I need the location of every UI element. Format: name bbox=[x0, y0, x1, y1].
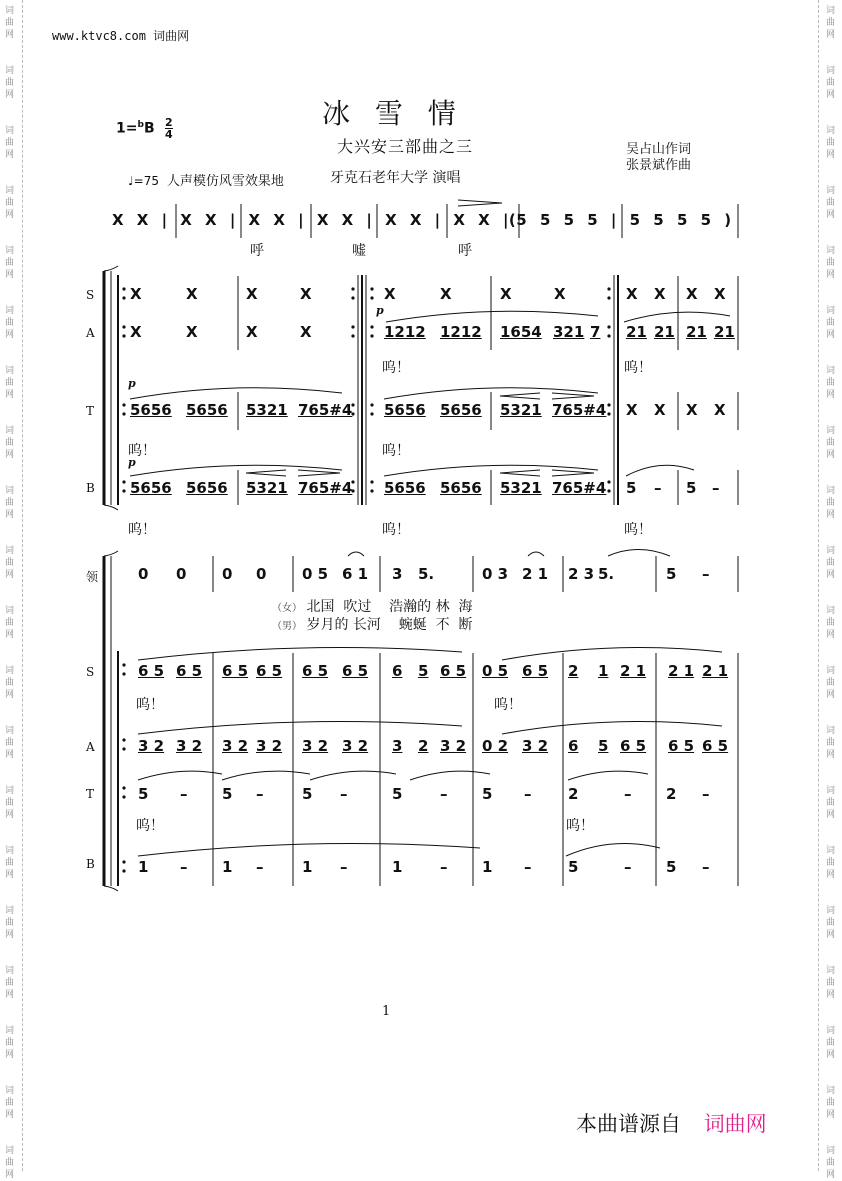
dynamic-p-alto: p bbox=[376, 304, 384, 317]
s2A-note: 3 2 bbox=[440, 737, 467, 755]
margin-watermark-char: 词 bbox=[5, 1146, 15, 1156]
s1A-note: 21 bbox=[654, 323, 675, 341]
lyric-wu-a1: 呜！ bbox=[382, 360, 410, 376]
margin-watermark-char: 网 bbox=[5, 1110, 15, 1120]
s2S-note: 6 5 bbox=[176, 662, 203, 680]
s1B-note: 765#4 bbox=[298, 479, 353, 497]
margin-watermark-char: 词 bbox=[826, 66, 836, 76]
margin-watermark-char: 词 bbox=[5, 486, 15, 496]
margin-watermark-char: 曲 bbox=[826, 318, 836, 328]
margin-watermark-char: 网 bbox=[5, 390, 15, 400]
s2B-note: 1 bbox=[302, 858, 313, 876]
margin-watermark-char: 网 bbox=[826, 390, 836, 400]
intro-lyric-3: 呼 bbox=[458, 243, 472, 259]
s1T-note: 5656 bbox=[440, 401, 482, 419]
margin-watermark-char: 网 bbox=[826, 330, 836, 340]
intro-lyric-1: 呼 bbox=[250, 243, 264, 259]
s1S-note: X bbox=[384, 285, 396, 303]
s2A-note: 6 5 bbox=[620, 737, 647, 755]
s2T-note: 5 bbox=[392, 785, 403, 803]
lyric-wu-t2b: 呜！ bbox=[566, 818, 594, 834]
s1S-note: X bbox=[554, 285, 566, 303]
song-subtitle: 大兴安三部曲之三 bbox=[337, 137, 474, 156]
s2T-note: 5 bbox=[302, 785, 313, 803]
margin-watermark-char: 曲 bbox=[826, 378, 836, 388]
margin-watermark-char: 曲 bbox=[5, 618, 15, 628]
margin-watermark-char: 网 bbox=[826, 990, 836, 1000]
part-label-a1: A bbox=[86, 326, 95, 340]
s1S-note: X bbox=[186, 285, 198, 303]
s2T-note: 5 bbox=[222, 785, 233, 803]
s1T-note: 5321 bbox=[246, 401, 288, 419]
margin-watermark-char: 词 bbox=[5, 726, 15, 736]
s2L-note: 3 bbox=[392, 565, 403, 583]
margin-watermark-char: 词 bbox=[5, 126, 15, 136]
part-label-b2: B bbox=[86, 857, 95, 871]
s2A-note: 6 5 bbox=[668, 737, 695, 755]
margin-watermark-char: 曲 bbox=[826, 1038, 836, 1048]
margin-watermark-char: 网 bbox=[5, 990, 15, 1000]
s2A-note: 3 2 bbox=[302, 737, 329, 755]
margin-watermark-char: 词 bbox=[5, 66, 15, 76]
tempo-marking: ♩=75 人声模仿风雪效果地 bbox=[128, 174, 284, 189]
margin-watermark-char: 曲 bbox=[5, 558, 15, 568]
margin-watermark-char: 网 bbox=[5, 210, 15, 220]
margin-watermark-char: 网 bbox=[5, 810, 15, 820]
margin-watermark-char: 曲 bbox=[5, 198, 15, 208]
margin-watermark-char: 网 bbox=[826, 1110, 836, 1120]
s2B-note: – bbox=[180, 858, 188, 876]
margin-watermark-char: 词 bbox=[5, 1086, 15, 1096]
margin-watermark-char: 词 bbox=[5, 426, 15, 436]
margin-watermark-char: 曲 bbox=[826, 138, 836, 148]
s1T-note: 765#4 bbox=[552, 401, 607, 419]
s1B-note: 5321 bbox=[500, 479, 542, 497]
s2L-note: 0 3 bbox=[482, 565, 509, 583]
lead-lyrics-male: （男） 岁月的 长河 蜿蜒 不 断 bbox=[272, 617, 473, 633]
s1B-note: – bbox=[712, 479, 720, 497]
margin-watermark-char: 网 bbox=[5, 510, 15, 520]
margin-watermark-char: 网 bbox=[5, 450, 15, 460]
margin-watermark-char: 曲 bbox=[826, 258, 836, 268]
part-label-s1: S bbox=[86, 288, 95, 302]
s1S-note: X bbox=[714, 285, 726, 303]
s1A-note: X bbox=[300, 323, 312, 341]
lyric-wu-t2: 呜！ bbox=[382, 443, 410, 459]
margin-watermark-char: 词 bbox=[5, 906, 15, 916]
s1B-note: 5656 bbox=[440, 479, 482, 497]
footer-prefix: 本曲谱源自 bbox=[576, 1112, 681, 1136]
s2S-note: 1 bbox=[598, 662, 609, 680]
margin-watermark-char: 曲 bbox=[5, 18, 15, 28]
margin-watermark-char: 词 bbox=[5, 786, 15, 796]
margin-watermark-char: 网 bbox=[826, 870, 836, 880]
s2A-note: 3 2 bbox=[522, 737, 549, 755]
s2S-note: 6 bbox=[392, 662, 403, 680]
intro-lyric-2: 嘘 bbox=[352, 243, 366, 259]
s1B-note: 5 bbox=[686, 479, 697, 497]
s2S-note: 6 5 bbox=[222, 662, 249, 680]
margin-watermark-char: 曲 bbox=[826, 438, 836, 448]
s2S-note: 2 1 bbox=[620, 662, 647, 680]
margin-watermark-char: 曲 bbox=[5, 798, 15, 808]
s1A-note: 21 bbox=[686, 323, 707, 341]
margin-watermark-char: 网 bbox=[826, 510, 836, 520]
s2T-note: – bbox=[624, 785, 632, 803]
margin-watermark-char: 网 bbox=[826, 570, 836, 580]
lead-lyrics-female: （女） 北国 吹过 浩瀚的 林 海 bbox=[272, 599, 473, 615]
key-signature: 1=$^b$B bbox=[116, 120, 155, 137]
margin-watermark-char: 词 bbox=[5, 306, 15, 316]
s1A-note: 321 bbox=[553, 323, 585, 341]
s2S-note: 2 bbox=[568, 662, 579, 680]
margin-watermark-char: 网 bbox=[826, 810, 836, 820]
s2A-note: 3 2 bbox=[342, 737, 369, 755]
margin-watermark-char: 曲 bbox=[826, 78, 836, 88]
margin-watermark-char: 网 bbox=[826, 450, 836, 460]
intro-line: X X | X X | X X | X X | X X | X X |(5 5 5 5 | 5 5 5 5 ) bbox=[112, 211, 732, 229]
margin-watermark-char: 词 bbox=[826, 1026, 836, 1036]
margin-watermark-char: 网 bbox=[5, 570, 15, 580]
margin-watermark-char: 网 bbox=[826, 1170, 836, 1180]
s1A-note: 1654 bbox=[500, 323, 542, 341]
s2B-note: 1 bbox=[138, 858, 149, 876]
tempo-text: 人声模仿风雪效果地 bbox=[166, 174, 284, 189]
s1B-note: 5321 bbox=[246, 479, 288, 497]
lyricist-credit: 吴占山作词 bbox=[626, 142, 692, 157]
s2S-note: 6 5 bbox=[138, 662, 165, 680]
s1S-note: X bbox=[130, 285, 142, 303]
s1S-note: X bbox=[246, 285, 258, 303]
margin-watermark-char: 曲 bbox=[5, 78, 15, 88]
margin-watermark-char: 网 bbox=[5, 90, 15, 100]
margin-watermark-char: 网 bbox=[5, 270, 15, 280]
s2S-note: 6 5 bbox=[256, 662, 283, 680]
margin-watermark-char: 词 bbox=[826, 486, 836, 496]
margin-watermark-char: 词 bbox=[5, 606, 15, 616]
s2B-note: – bbox=[524, 858, 532, 876]
margin-watermark-char: 曲 bbox=[826, 978, 836, 988]
lyric-wu-s2a: 呜！ bbox=[136, 697, 164, 713]
lyric-wu-b1: 呜！ bbox=[128, 522, 156, 538]
margin-watermark-char: 词 bbox=[826, 726, 836, 736]
s2L-note: 6 1 bbox=[342, 565, 369, 583]
margin-watermark-char: 曲 bbox=[826, 1158, 836, 1168]
lyric-wu-s2b: 呜！ bbox=[494, 697, 522, 713]
margin-watermark-char: 曲 bbox=[5, 258, 15, 268]
margin-watermark-char: 曲 bbox=[826, 558, 836, 568]
s2L-note: 5. bbox=[598, 565, 615, 583]
s2S-note: 0 5 bbox=[482, 662, 509, 680]
s2L-note: 2 3 bbox=[568, 565, 595, 583]
s1A-note: 21 bbox=[714, 323, 735, 341]
margin-watermark-char: 曲 bbox=[826, 618, 836, 628]
time-signature: 2 4 bbox=[165, 116, 173, 141]
s1S-note: X bbox=[500, 285, 512, 303]
margin-watermark-char: 词 bbox=[826, 306, 836, 316]
margin-watermark-char: 网 bbox=[826, 30, 836, 40]
intro-notes bbox=[112, 211, 732, 229]
margin-watermark-char: 词 bbox=[826, 246, 836, 256]
lyric-wu-t2a: 呜！ bbox=[136, 818, 164, 834]
margin-watermark-char: 词 bbox=[826, 6, 836, 16]
s2A-note: 0 2 bbox=[482, 737, 509, 755]
margin-watermark-char: 曲 bbox=[5, 678, 15, 688]
s2L-note: 5 bbox=[666, 565, 677, 583]
s2A-note: 6 5 bbox=[702, 737, 729, 755]
s1S-note: X bbox=[654, 285, 666, 303]
margin-watermark-char: 网 bbox=[826, 750, 836, 760]
part-label-t2: T bbox=[86, 787, 95, 801]
s2T-note: 5 bbox=[482, 785, 493, 803]
margin-watermark-char: 词 bbox=[826, 666, 836, 676]
margin-watermark-char: 词 bbox=[826, 846, 836, 856]
footer-source[interactable] bbox=[576, 1108, 767, 1138]
margin-watermark-char: 曲 bbox=[5, 318, 15, 328]
s2B-note: 1 bbox=[222, 858, 233, 876]
s2S-note: 6 5 bbox=[440, 662, 467, 680]
margin-watermark-char: 曲 bbox=[5, 918, 15, 928]
s1A-note: 1212 bbox=[384, 323, 426, 341]
lyric-wu-b2: 呜！ bbox=[382, 522, 410, 538]
s1B-note: 5656 bbox=[384, 479, 426, 497]
s1T-note: X bbox=[714, 401, 726, 419]
margin-watermark-char: 网 bbox=[5, 870, 15, 880]
margin-watermark-char: 网 bbox=[5, 30, 15, 40]
s2L-note: 0 bbox=[176, 565, 187, 583]
margin-watermark-char: 曲 bbox=[826, 18, 836, 28]
margin-watermark-char: 词 bbox=[5, 1026, 15, 1036]
lyric-wu-a2: 呜！ bbox=[624, 360, 652, 376]
margin-watermark-char: 网 bbox=[5, 150, 15, 160]
margin-watermark-char: 词 bbox=[5, 366, 15, 376]
margin-watermark-char: 词 bbox=[826, 546, 836, 556]
margin-watermark-char: 词 bbox=[826, 786, 836, 796]
s1S-note: X bbox=[686, 285, 698, 303]
site-url[interactable]: www.ktvc8.com bbox=[52, 29, 146, 43]
page-number: 1 bbox=[382, 1004, 391, 1019]
s2S-note: 2 1 bbox=[702, 662, 729, 680]
margin-watermark-char: 词 bbox=[826, 1146, 836, 1156]
margin-watermark-char: 词 bbox=[826, 1086, 836, 1096]
performer: 牙克石老年大学 演唱 bbox=[330, 170, 461, 186]
part-label-t1: T bbox=[86, 404, 95, 418]
margin-watermark-char: 词 bbox=[826, 966, 836, 976]
margin-watermark-char: 网 bbox=[826, 630, 836, 640]
margin-watermark-char: 网 bbox=[826, 1050, 836, 1060]
s1A-note: 21 bbox=[626, 323, 647, 341]
margin-watermark-char: 网 bbox=[826, 90, 836, 100]
lyric-wu-t1: 呜！ bbox=[128, 443, 156, 459]
s1A-note: 7 bbox=[590, 323, 601, 341]
s2L-note: – bbox=[702, 565, 710, 583]
margin-watermark-char: 曲 bbox=[5, 438, 15, 448]
s1T-note: 5656 bbox=[384, 401, 426, 419]
s2B-note: – bbox=[256, 858, 264, 876]
part-label-lead: 领 bbox=[86, 570, 99, 584]
s2B-note: – bbox=[702, 858, 710, 876]
margin-watermark-char: 网 bbox=[5, 750, 15, 760]
s2B-note: 5 bbox=[666, 858, 677, 876]
s1B-note: 5656 bbox=[186, 479, 228, 497]
margin-watermark-char: 曲 bbox=[5, 1158, 15, 1168]
s1T-note: 5321 bbox=[500, 401, 542, 419]
s2B-note: – bbox=[340, 858, 348, 876]
s2A-note: 5 bbox=[598, 737, 609, 755]
margin-watermark-char: 曲 bbox=[826, 498, 836, 508]
margin-watermark-char: 曲 bbox=[5, 858, 15, 868]
lyric-wu-b3: 呜！ bbox=[624, 522, 652, 538]
margin-watermark-char: 曲 bbox=[5, 1098, 15, 1108]
margin-watermark-char: 网 bbox=[5, 1170, 15, 1180]
s1T-note: X bbox=[654, 401, 666, 419]
margin-watermark-char: 曲 bbox=[5, 378, 15, 388]
margin-watermark-char: 网 bbox=[5, 630, 15, 640]
margin-watermark-char: 词 bbox=[5, 246, 15, 256]
s1T-note: X bbox=[626, 401, 638, 419]
margin-watermark-char: 网 bbox=[5, 1050, 15, 1060]
margin-watermark-char: 网 bbox=[5, 690, 15, 700]
s2A-note: 3 2 bbox=[256, 737, 283, 755]
s1B-note: 5656 bbox=[130, 479, 172, 497]
site-name[interactable]: 词曲网 bbox=[153, 29, 190, 43]
s1A-note: X bbox=[186, 323, 198, 341]
margin-watermark-char: 曲 bbox=[5, 138, 15, 148]
margin-watermark-char: 曲 bbox=[826, 198, 836, 208]
s1A-note: X bbox=[246, 323, 258, 341]
composer-credit: 张景斌作曲 bbox=[626, 158, 692, 173]
margin-watermark-char: 曲 bbox=[826, 918, 836, 928]
margin-watermark-char: 词 bbox=[826, 426, 836, 436]
margin-watermark-char: 词 bbox=[826, 906, 836, 916]
s2A-note: 3 bbox=[392, 737, 403, 755]
s2B-note: 1 bbox=[392, 858, 403, 876]
margin-watermark-char: 词 bbox=[5, 966, 15, 976]
s2T-note: – bbox=[440, 785, 448, 803]
s2L-note: 0 bbox=[256, 565, 267, 583]
s2L-note: 5. bbox=[418, 565, 435, 583]
footer-brand[interactable]: 词曲网 bbox=[703, 1112, 767, 1136]
dynamic-p-bass: p bbox=[128, 456, 136, 469]
s2S-note: 6 5 bbox=[302, 662, 329, 680]
s2T-note: – bbox=[340, 785, 348, 803]
s2S-note: 5 bbox=[418, 662, 429, 680]
margin-watermark-char: 网 bbox=[826, 930, 836, 940]
s2A-note: 3 2 bbox=[176, 737, 203, 755]
margin-watermark-char: 词 bbox=[826, 606, 836, 616]
margin-watermark-char: 网 bbox=[826, 270, 836, 280]
margin-watermark-char: 曲 bbox=[5, 978, 15, 988]
margin-watermark-char: 网 bbox=[826, 150, 836, 160]
s2T-note: 2 bbox=[568, 785, 579, 803]
s2L-note: 0 bbox=[138, 565, 149, 583]
s2S-note: 2 1 bbox=[668, 662, 695, 680]
s1A-note: 1212 bbox=[440, 323, 482, 341]
margin-watermark-char: 曲 bbox=[5, 1038, 15, 1048]
margin-watermark-char: 词 bbox=[5, 666, 15, 676]
margin-watermark-char: 曲 bbox=[5, 498, 15, 508]
margin-watermark-char: 曲 bbox=[5, 738, 15, 748]
s2B-note: 5 bbox=[568, 858, 579, 876]
margin-watermark-char: 词 bbox=[5, 6, 15, 16]
s1T-note: 5656 bbox=[130, 401, 172, 419]
s2A-note: 3 2 bbox=[138, 737, 165, 755]
dynamic-p-tenor: p bbox=[128, 377, 136, 390]
margin-watermark-char: 网 bbox=[826, 210, 836, 220]
margin-watermark-char: 曲 bbox=[826, 738, 836, 748]
s1S-note: X bbox=[300, 285, 312, 303]
s2T-note: 5 bbox=[138, 785, 149, 803]
margin-watermark-char: 词 bbox=[5, 846, 15, 856]
margin-watermark-char: 网 bbox=[5, 930, 15, 940]
s2T-note: – bbox=[524, 785, 532, 803]
s2L-note: 0 5 bbox=[302, 565, 329, 583]
s1T-note: X bbox=[686, 401, 698, 419]
part-label-s2: S bbox=[86, 665, 95, 679]
margin-watermark-char: 网 bbox=[826, 690, 836, 700]
s2T-note: – bbox=[702, 785, 710, 803]
part-label-b1: B bbox=[86, 481, 95, 495]
s2L-note: 0 bbox=[222, 565, 233, 583]
margin-watermark-char: 曲 bbox=[826, 678, 836, 688]
margin-watermark-char: 词 bbox=[5, 186, 15, 196]
margin-watermark-char: 词 bbox=[826, 186, 836, 196]
song-title: 冰 雪 情 bbox=[322, 97, 464, 130]
s1B-note: 5 bbox=[626, 479, 637, 497]
s1T-note: 5656 bbox=[186, 401, 228, 419]
margin-watermark-char: 词 bbox=[826, 366, 836, 376]
s2T-note: – bbox=[180, 785, 188, 803]
margin-watermark-char: 曲 bbox=[826, 858, 836, 868]
part-label-a2: A bbox=[86, 740, 95, 754]
s1B-note: – bbox=[654, 479, 662, 497]
margin-watermark-char: 词 bbox=[826, 126, 836, 136]
s1S-note: X bbox=[440, 285, 452, 303]
margin-watermark-char: 曲 bbox=[826, 798, 836, 808]
s1A-note: X bbox=[130, 323, 142, 341]
s2L-note: 2 1 bbox=[522, 565, 549, 583]
s2T-note: – bbox=[256, 785, 264, 803]
margin-watermark-char: 曲 bbox=[826, 1098, 836, 1108]
s2B-note: – bbox=[624, 858, 632, 876]
s2S-note: 6 5 bbox=[342, 662, 369, 680]
s2T-note: 2 bbox=[666, 785, 677, 803]
s1T-note: 765#4 bbox=[298, 401, 353, 419]
s2B-note: 1 bbox=[482, 858, 493, 876]
s2A-note: 2 bbox=[418, 737, 429, 755]
s2A-note: 3 2 bbox=[222, 737, 249, 755]
s2S-note: 6 5 bbox=[522, 662, 549, 680]
s2A-note: 6 bbox=[568, 737, 579, 755]
margin-watermark-char: 词 bbox=[5, 546, 15, 556]
s1B-note: 765#4 bbox=[552, 479, 607, 497]
s1S-note: X bbox=[626, 285, 638, 303]
margin-watermark-char: 网 bbox=[5, 330, 15, 340]
s2B-note: – bbox=[440, 858, 448, 876]
